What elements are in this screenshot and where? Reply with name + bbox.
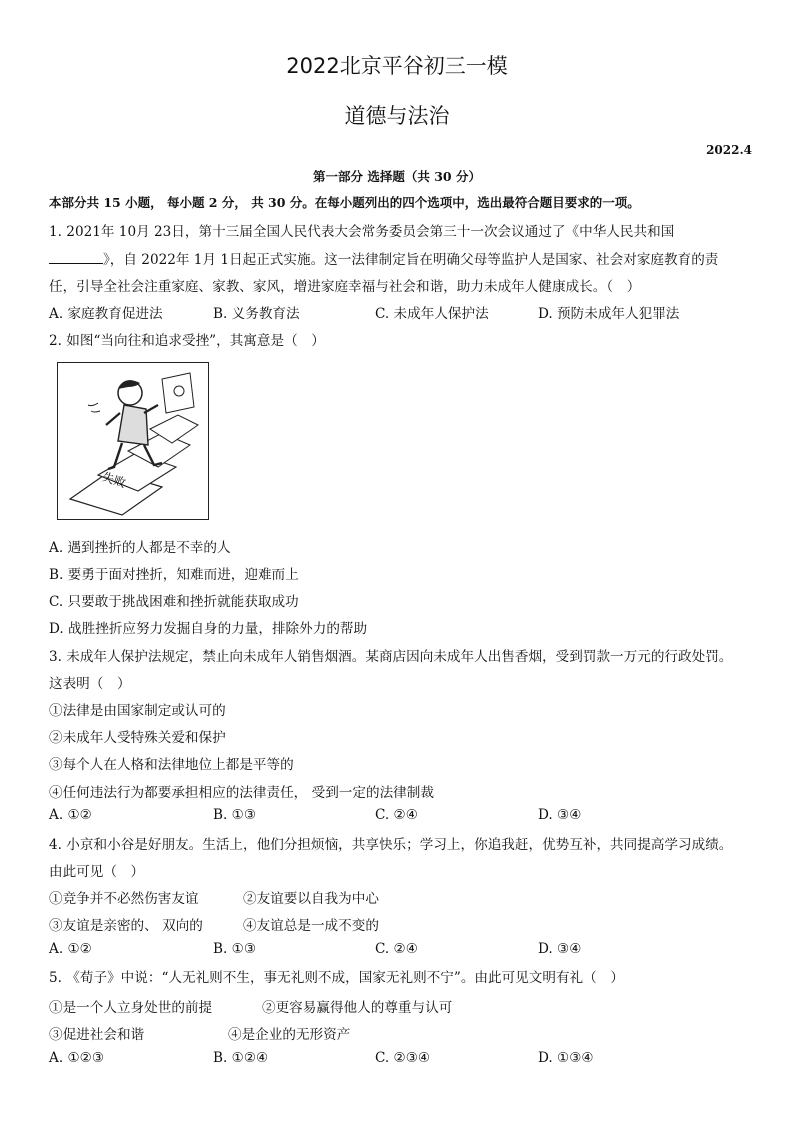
q3-item-2: ②未成年人受特殊关爱和保护 (49, 730, 226, 746)
q4-line1: 4. 小京和小谷是好朋友。生活上，他们分担烦恼，共享快乐；学习上，你追我赶，优势互补，共同提高学习成绩。 (49, 837, 733, 853)
q3-option-c: C. ②④ (375, 807, 418, 823)
q1-option-c: C. 未成年人保护法 (375, 306, 489, 322)
q3-item-4: ④任何违法行为都要承担相应的法律责任， 受到一定的法律制裁 (49, 785, 434, 801)
q1-line2 (49, 248, 718, 268)
q3-line1: 3. 未成年人保护法规定，禁止向未成年人销售烟酒。某商店因向未成年人出售香烟，受到罚款一万元的行政处罚。 (49, 649, 733, 665)
q5-option-a: A. ①②③ (49, 1050, 105, 1066)
q5-option-c: C. ②③④ (375, 1050, 431, 1066)
q5-item-2: ②更容易赢得他人的尊重与认可 (262, 1000, 453, 1016)
exam-title: 2022北京平谷初三一模 (286, 54, 508, 78)
q3-option-d: D. ③④ (538, 807, 582, 823)
answer-blank (49, 251, 103, 264)
q4-item-1: ①竞争并不必然伤害友谊 (49, 891, 199, 907)
part-instruction: 本部分共 15 小题， 每小题 2 分， 共 30 分。在每小题列出的四个选项中，选出最符合题目要求的一项。 (49, 195, 640, 210)
q2-stem: 2. 如图“当向往和追求受挫”，其寓意是（ ） (49, 333, 325, 349)
q3-option-a: A. ①② (49, 807, 92, 823)
q1-option-d: D. 预防未成年人犯罪法 (538, 306, 680, 322)
q5-option-b: B. ①②④ (213, 1050, 269, 1066)
subject-title: 道德与法治 (344, 104, 450, 128)
q5-item-4: ④是企业的无形资产 (228, 1027, 351, 1043)
cartoon-figure (57, 362, 209, 520)
q2-option-b: B. 要勇于面对挫折，知难而进，迎难而上 (49, 567, 299, 583)
part-heading: 第一部分 选择题（共 30 分） (313, 169, 481, 184)
q1-option-b: B. 义务教育法 (213, 306, 300, 322)
q4-item-2: ②友谊要以自我为中心 (243, 891, 379, 907)
q5-option-d: D. ①③④ (538, 1050, 594, 1066)
q3-option-b: B. ①③ (213, 807, 257, 823)
q1-line2-text: 》，自 2022年 1月 1日起正式实施。这一法律制定旨在明确父母等监护人是国家、社会对家庭教育的责 (103, 252, 719, 268)
q5-item-3: ③促进社会和谐 (49, 1027, 145, 1043)
q2-option-c: C. 只要敢于挑战困难和挫折就能获取成功 (49, 594, 299, 610)
q4-option-d: D. ③④ (538, 941, 582, 957)
q3-line2: 这表明（ ） (49, 676, 131, 692)
q5-stem: 5. 《荀子》中说：“人无礼则不生，事无礼则不成，国家无礼则不宁”。由此可见文明有礼（ ） (49, 970, 624, 986)
figure-label: 失败 (100, 469, 128, 491)
cartoon-illustration (58, 363, 208, 519)
q1-line3: 任，引导全社会注重家庭、家教、家风，增进家庭幸福与社会和谐，助力未成年人健康成长。（ ） (49, 279, 641, 295)
q4-option-b: B. ①③ (213, 941, 257, 957)
q3-item-1: ①法律是由国家制定或认可的 (49, 703, 226, 719)
q3-item-3: ③每个人在人格和法律地位上都是平等的 (49, 757, 294, 773)
q1-line1: 1. 2021年 10月 23日，第十三届全国人民代表大会常务委员会第三十一次会议通过了《中华人民共和国 (49, 224, 675, 240)
q4-option-a: A. ①② (49, 941, 92, 957)
q2-option-a: A. 遇到挫折的人都是不幸的人 (49, 540, 231, 556)
q2-option-d: D. 战胜挫折应努力发掘自身的力量，排除外力的帮助 (49, 621, 368, 637)
q5-item-1: ①是一个人立身处世的前提 (49, 1000, 213, 1016)
exam-date: 2022.4 (706, 143, 752, 157)
q4-item-4: ④友谊总是一成不变的 (243, 918, 379, 934)
q4-item-3: ③友谊是亲密的、 双向的 (49, 918, 203, 934)
q4-line2: 由此可见（ ） (49, 864, 145, 880)
q4-option-c: C. ②④ (375, 941, 418, 957)
q1-option-a: A. 家庭教育促进法 (49, 306, 163, 322)
